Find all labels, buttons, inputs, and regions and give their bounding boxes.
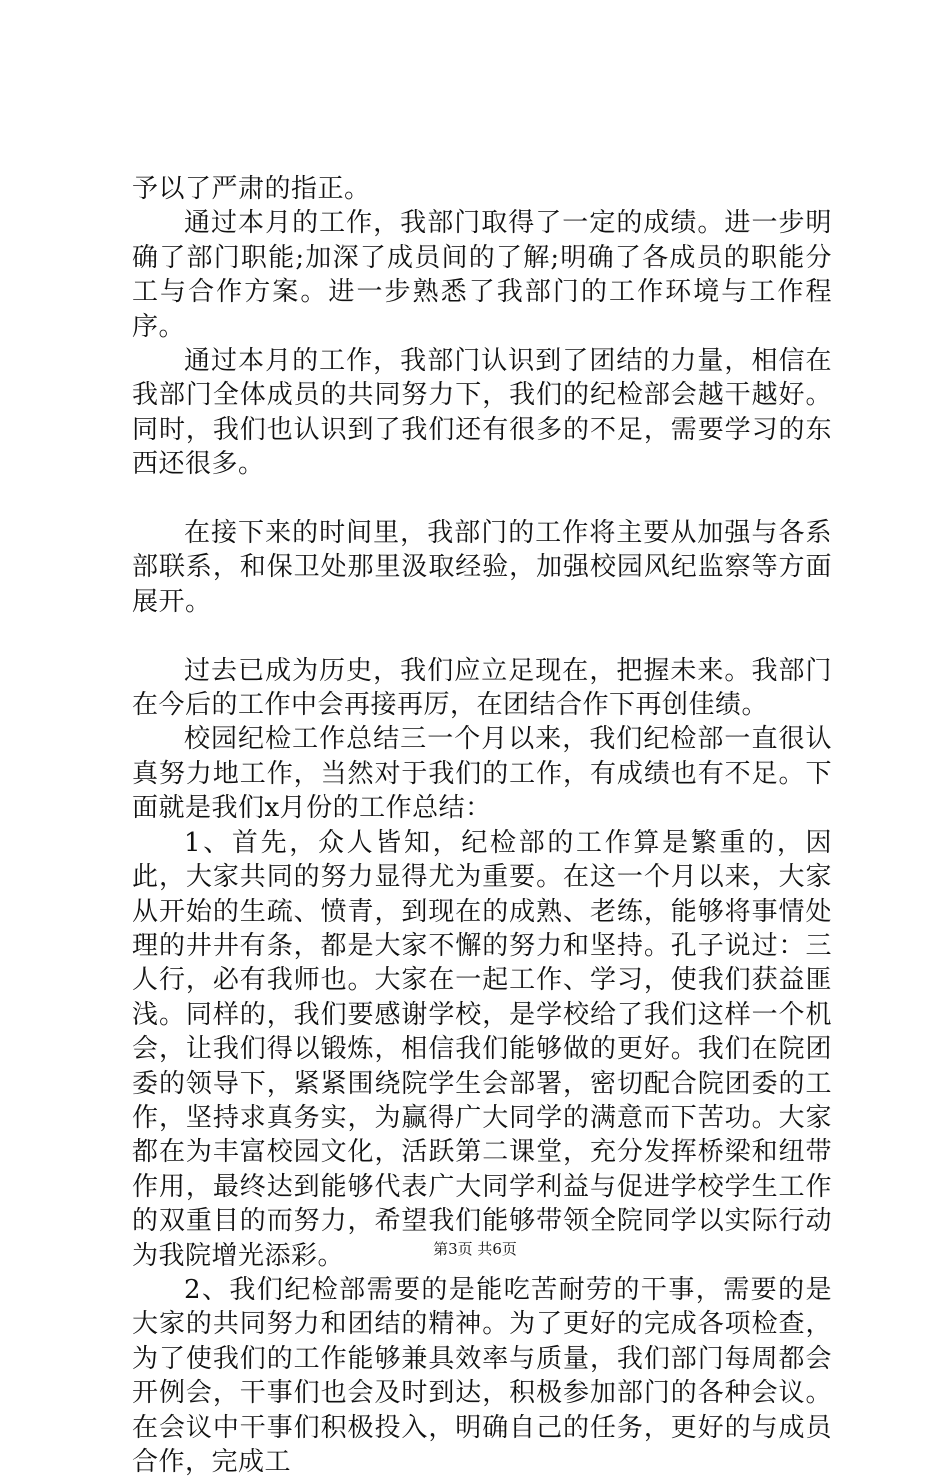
paragraph-next-steps: 在接下来的时间里，我部门的工作将主要从加强与各系部联系，和保卫处那里汲取经验，加强校园风纪监察等方面展开。 (132, 518, 832, 617)
paragraph-continuation: 予以了严肃的指正。 (132, 174, 371, 204)
paragraph-point-two: 2、我们纪检部需要的是能吃苦耐劳的干事，需要的是大家的共同努力和团结的精神。为了更好的完成各项检查，为了使我们的工作能够兼具效率与质量，我们部门每周都会开例会，干事们也会及时到达，积极参加部门的各种会议。在会议中干事们积极投入，明确自己的任务，更好的与成员合作，完成工 (132, 1274, 832, 1477)
paragraph-point-one: 1、首先，众人皆知，纪检部的工作算是繁重的，因此，大家共同的努力显得尤为重要。在这一个月以来，大家从开始的生疏、愤青，到现在的成熟、老练，能够将事情处理的井井有条，都是大家不懈的努力和坚持。孔子说过：三人行，必有我师也。大家在一起工作、学习，使我们获益匪浅。同样的，我们要感谢学校，是学校给了我们这样一个机会，让我们得以锻炼，相信我们能够做的更好。我们在院团委的领导下，紧紧围绕院学生会部署，密切配合院团委的工作，坚持求真务实，为赢得广大同学的满意而下苦功。大家都在为丰富校园文化，活跃第二课堂，充分发挥桥梁和纽带作用，最终达到能够代表广大同学利益与促进学校学生工作的双重目的而努力，希望我们能够带领全院同学以实际行动为我院增光添彩。 (132, 827, 832, 1271)
paragraph-summary-three-intro: 校园纪检工作总结三一个月以来，我们纪检部一直很认真努力地工作，当然对于我们的工作，有成绩也有不足。下面就是我们x月份的工作总结： (132, 724, 832, 824)
document-body (132, 172, 832, 1479)
paragraph-future: 过去已成为历史，我们应立足现在，把握未来。我部门在今后的工作中会再接再厉，在团结合作下再创佳绩。 (132, 655, 832, 721)
paragraph-achievements: 通过本月的工作，我部门取得了一定的成绩。进一步明确了部门职能;加深了成员间的了解;明确了各成员的职能分工与合作方案。进一步熟悉了我部门的工作环境与工作程序。 (132, 208, 832, 342)
page-number-footer: 第3页 共6页 (433, 1240, 517, 1258)
paragraph-unity: 通过本月的工作，我部门认识到了团结的力量，相信在我部门全体成员的共同努力下，我们的纪检部会越干越好。同时，我们也认识到了我们还有很多的不足，需要学习的东西还很多。 (132, 346, 832, 480)
